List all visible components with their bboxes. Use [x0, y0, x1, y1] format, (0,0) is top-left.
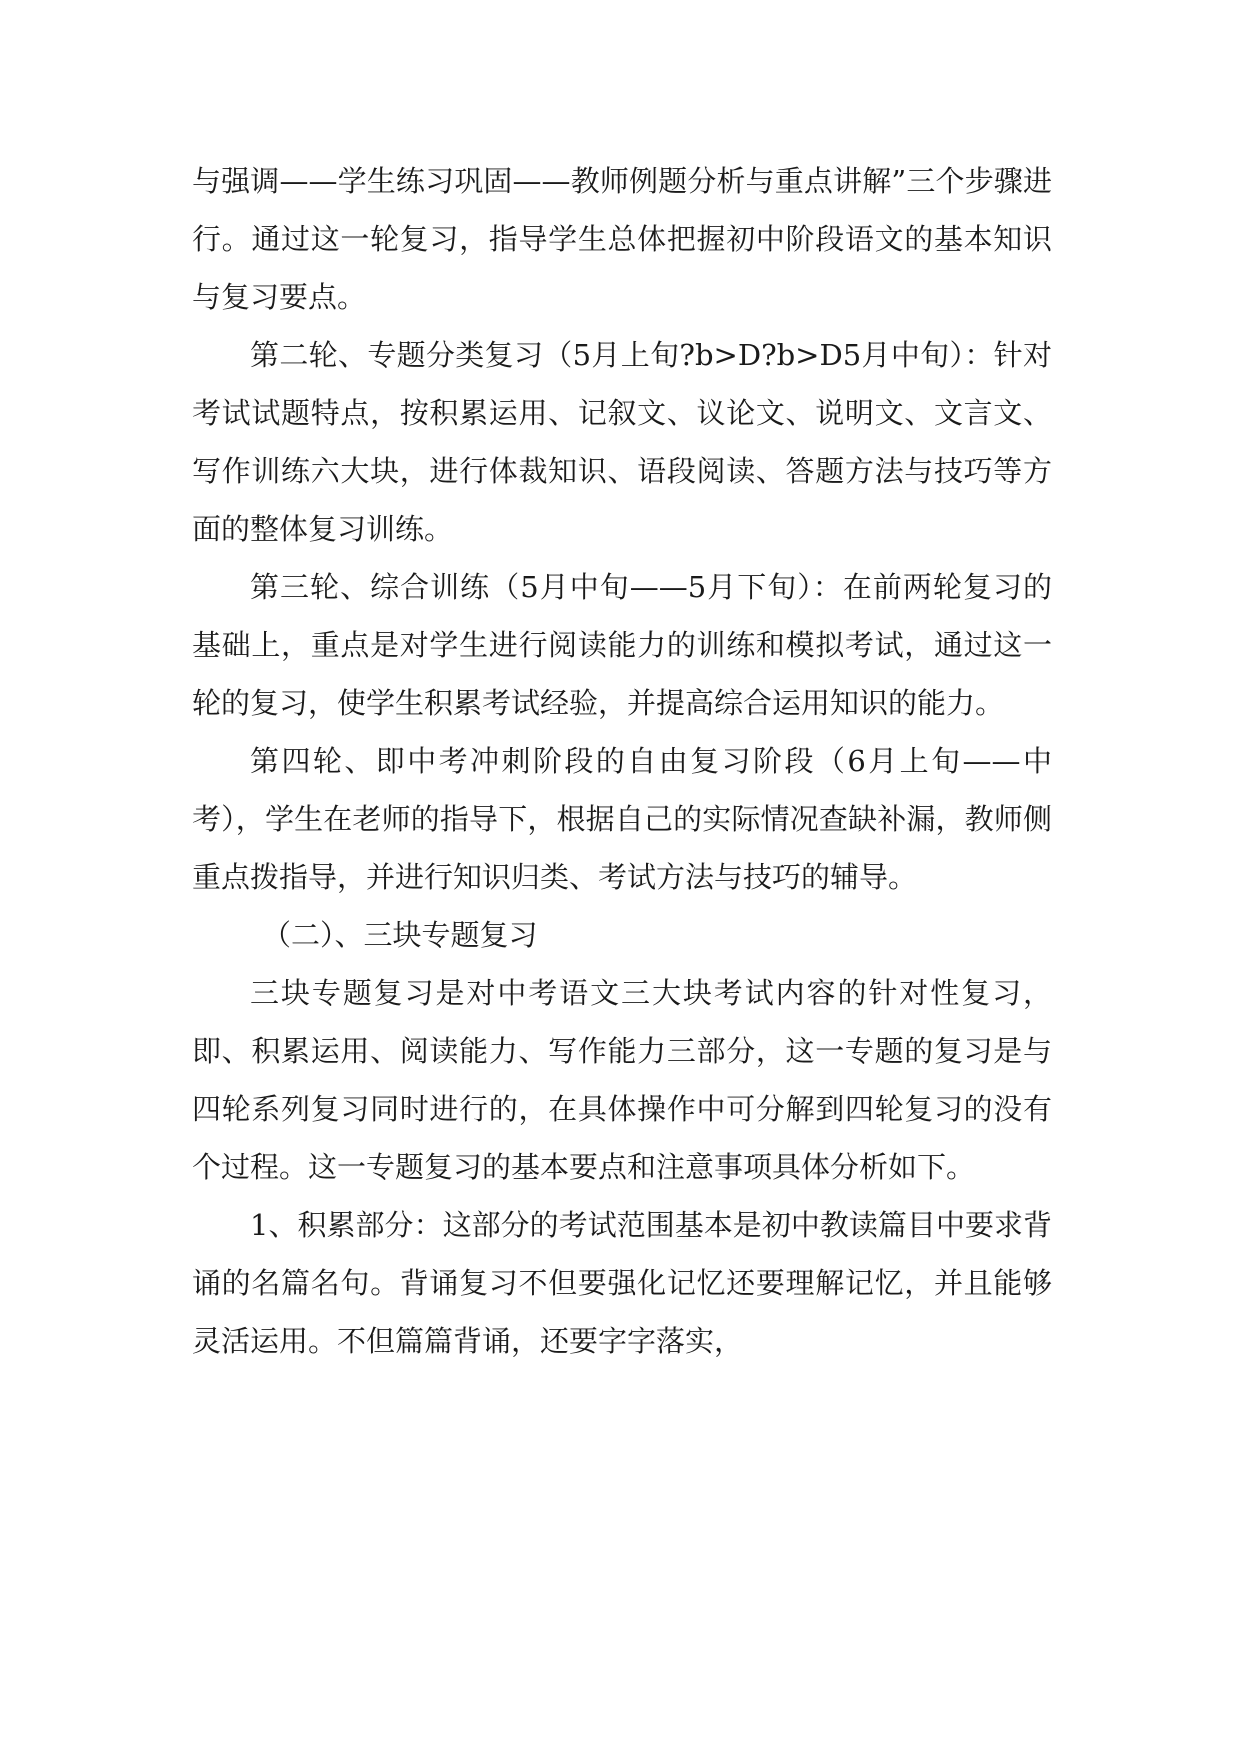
paragraph-continuation: 与强调——学生练习巩固——教师例题分析与重点讲解”三个步骤进行。通过这一轮复习，指导学生总体把握初中阶段语文的基本知识与复习要点。 [192, 164, 1052, 314]
paragraph-round-four: 第四轮、即中考冲刺阶段的自由复习阶段（6月上旬——中考），学生在老师的指导下，根据自己的实际情况查缺补漏，教师侧重点拨指导，并进行知识归类、考试方法与技巧的辅导。 [192, 744, 1052, 894]
paragraph-round-three: 第三轮、综合训练（5月中旬——5月下旬）：在前两轮复习的基础上，重点是对学生进行阅读能力的训练和模拟考试，通过这一轮的复习，使学生积累考试经验，并提高综合运用知识的能力。 [192, 570, 1052, 720]
paragraph-three-topics: 三块专题复习是对中考语文三大块考试内容的针对性复习，即、积累运用、阅读能力、写作能力三部分，这一专题的复习是与四轮系列复习同时进行的，在具体操作中可分解到四轮复习的没有个过程。这一专题复习的基本要点和注意事项具体分析如下。 [192, 976, 1052, 1184]
document-body [192, 152, 1052, 1370]
section-heading: （二）、三块专题复习 [262, 918, 538, 952]
paragraph-accumulation: 1、积累部分：这部分的考试范围基本是初中教读篇目中要求背诵的名篇名句。背诵复习不但要强化记忆还要理解记忆，并且能够灵活运用。不但篇篇背诵，还要字字落实， [192, 1208, 1052, 1358]
paragraph-round-two: 第二轮、专题分类复习（5月上旬?b>D?b>D5月中旬）：针对考试试题特点，按积累运用、记叙文、议论文、说明文、文言文、写作训练六大块，进行体裁知识、语段阅读、答题方法与技巧等方面的整体复习训练。 [192, 338, 1052, 546]
